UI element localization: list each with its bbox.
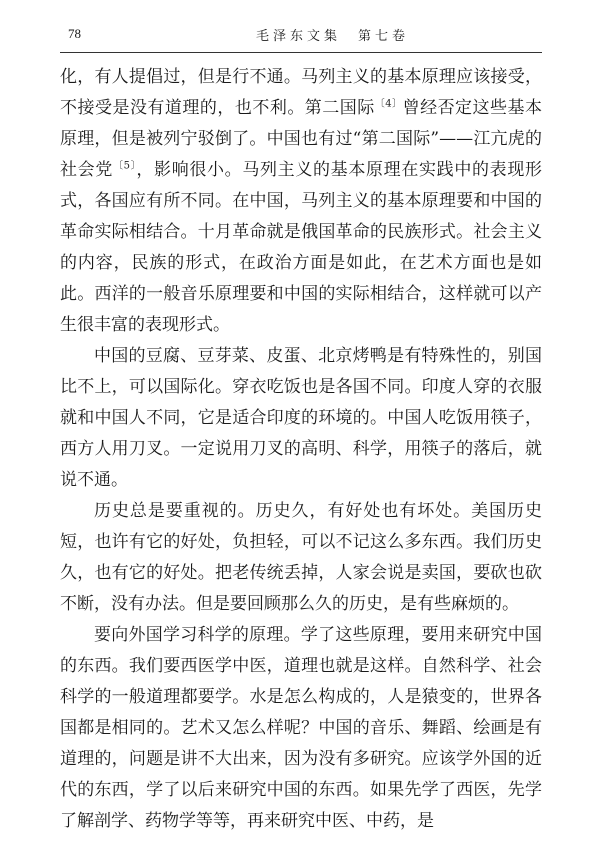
running-title: 毛泽东文集 第七卷 <box>256 29 410 44</box>
paragraph <box>60 496 542 620</box>
paragraph <box>60 62 542 341</box>
page-header <box>60 20 540 44</box>
paragraph-text: 化，有人提倡过，但是行不通。马列主义的基本原理应该接受，不接受是没有道理的，也不利。第二国际 <box>60 67 542 118</box>
paragraph-text: 要向外国学习科学的原理。学了这些原理，要用来研究中国的东西。我们要西医学中医，道理也就是这样。自然科学、社会科学的一般道理都要学。水是怎么构成的，人是猿变的，世界各国都是相同的。艺术又怎么样呢？中国的音乐、舞蹈、绘画是有道理的，问题是讲不大出来，因为没有多研究。应该学外国的近代的东西，学了以后来研究中国的东西。如果先学了西医，先学了解剖学、药物学等等，再来研究中医、中药，是 <box>60 625 542 831</box>
paragraph-text: 曾经否定这些基本原理，但是被列宁驳倒了。中国也有过“第二国际”——江亢虎的社会党 <box>60 98 542 180</box>
paragraph-text: 历史总是要重视的。历史久，有好处也有坏处。美国历史短，也许有它的好处，负担轻，可以不记这么多东西。我们历史久，也有它的好处。把老传统丢掉，人家会说是卖国，要砍也砍不断，没有办法。但是要回顾那么久的历史，是有些麻烦的。 <box>60 501 542 614</box>
header-rule <box>60 52 542 53</box>
paragraph-text: 中国的豆腐、豆芽菜、皮蛋、北京烤鸭是有特殊性的，别国比不上，可以国际化。穿衣吃饭也是各国不同。印度人穿的衣服就和中国人不同，它是适合印度的环境的。中国人吃饭用筷子，西方人用刀叉。一定说用刀叉的高明、科学，用筷子的落后，就说不通。 <box>60 346 542 490</box>
paragraph <box>60 620 542 837</box>
page-number: 78 <box>68 26 81 41</box>
footnote-marker[interactable]: 〔4〕 <box>374 98 403 110</box>
paragraph-text: ，影响很小。马列主义的基本原理在实践中的表现形式，各国应有所不同。在中国，马列主义的基本原理要和中国的革命实际相结合。十月革命就是俄国革命的民族形式。社会主义的内容，民族的形式，在政治方面是如此，在艺术方面也是如此。西洋的一般音乐原理要和中国的实际相结合，这样就可以产生很丰富的表现形式。 <box>60 160 542 335</box>
paragraph <box>60 341 542 496</box>
footnote-marker[interactable]: 〔5〕 <box>113 160 137 172</box>
body-text <box>60 62 542 837</box>
